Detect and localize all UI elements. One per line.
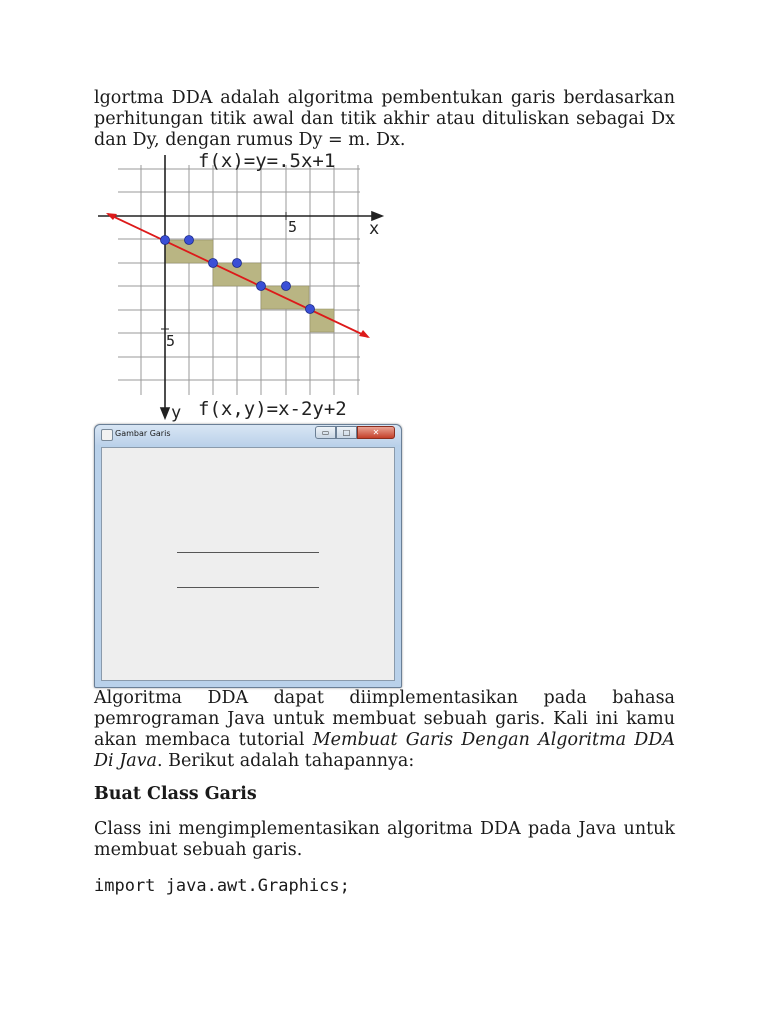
java-app-icon [101,429,113,441]
window-canvas [101,447,395,681]
window-titlebar[interactable] [95,425,401,445]
drawn-line-2 [177,587,319,588]
class-description: Class ini mengimplementasikan algoritma DDA pada Java untuk membuat sebuah garis. [94,819,675,860]
paragraph-text-2: . Berikut adalah tahapannya: [156,751,415,771]
dda-grid-svg [90,150,400,430]
minimize-button[interactable]: ▭ [315,426,336,439]
function-label-top: f(x)=y=.5x+1 [198,150,336,172]
tutorial-title: Membuat Garis Dengan Algoritma DDA Di Java [94,730,675,771]
code-line: import java.awt.Graphics; [94,876,350,896]
window-controls [315,426,395,439]
body-paragraph [94,688,675,772]
window-title: Gambar Garis [115,429,171,438]
drawn-line-1 [177,552,319,553]
paragraph-text-1: Algoritma DDA dapat diimplementasikan pada bahasa pemrograman Java untuk membuat sebuah garis. Kali ini kamu akan membaca tutorial [94,688,675,750]
close-button[interactable]: ✕ [357,426,395,439]
function-label-bottom: f(x,y)=x-2y+2 [198,398,347,420]
tick-x-label: 5 [288,218,298,236]
section-heading: Buat Class Garis [94,784,257,804]
axis-x-label: x [369,219,380,239]
dda-line-figure [90,150,400,430]
maximize-button[interactable]: □ [336,426,357,439]
red-line [106,213,370,338]
gambar-garis-window [94,424,402,688]
tick-y-label: 5 [166,332,176,350]
intro-paragraph: lgortma DDA adalah algoritma pembentukan garis berdasarkan perhitungan titik awal dan titik akhir atau dituliskan sebagai Dx dan Dy, dengan rumus Dy = m. Dx. [94,88,675,150]
axis-y-label: y [171,403,182,423]
